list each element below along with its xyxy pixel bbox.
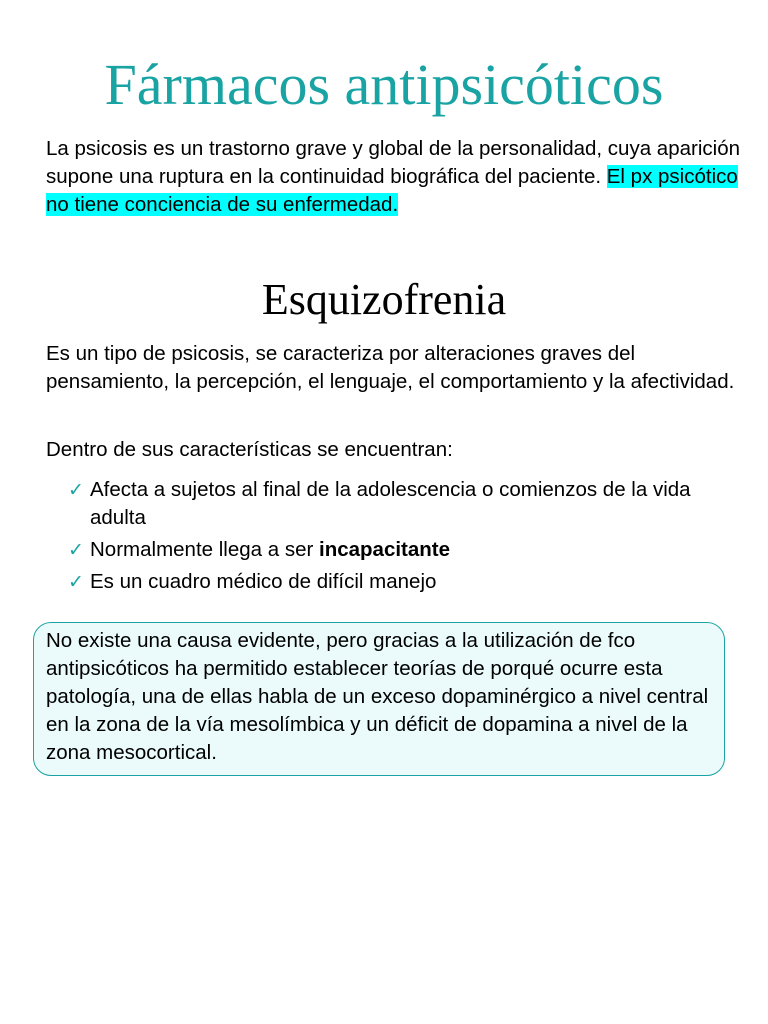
list-item-text: Normalmente llega a ser [90,538,320,561]
list-item-text: Afecta a sujetos al final de la adolescencia o comienzos de la vida adulta [90,478,691,529]
list-item [68,536,728,564]
definition-paragraph: Es un tipo de psicosis, se caracteriza por alteraciones graves del pensamiento, la percepción, el lenguaje, el comportamiento y la afectividad. [46,342,735,393]
intro-paragraph [46,135,746,219]
checkmark-icon: ✓ [68,571,84,593]
characteristics-intro: Dentro de sus características se encuentran: [46,438,453,461]
page-title: Fármacos antipsicóticos [104,52,664,117]
callout-box: No existe una causa evidente, pero gracias a la utilización de fco antipsicóticos ha permitido establecer teorías de porqué ocurre esta patología, una de ellas habla de un exceso dopaminérgico a nivel central en la zona de la vía mesolímbica y un déficit de dopamina a nivel de la zona mesocortical. [33,622,725,776]
list-item-text: Es un cuadro médico de difícil manejo [90,570,437,593]
list-item [68,476,728,532]
section-title: Esquizofrenia [261,275,507,324]
intro-text: La psicosis es un trastorno grave y global de la personalidad, cuya aparición supone una ruptura en la continuidad biográfica del paciente. [46,137,740,188]
checkmark-icon: ✓ [68,539,84,561]
checkmark-icon: ✓ [68,479,84,501]
intro-highlight: El px psicótico no tiene conciencia de su enfermedad. [46,165,738,216]
list-item [68,568,728,596]
characteristics-list [68,476,728,600]
list-item-bold-text: incapacitante [319,538,451,561]
